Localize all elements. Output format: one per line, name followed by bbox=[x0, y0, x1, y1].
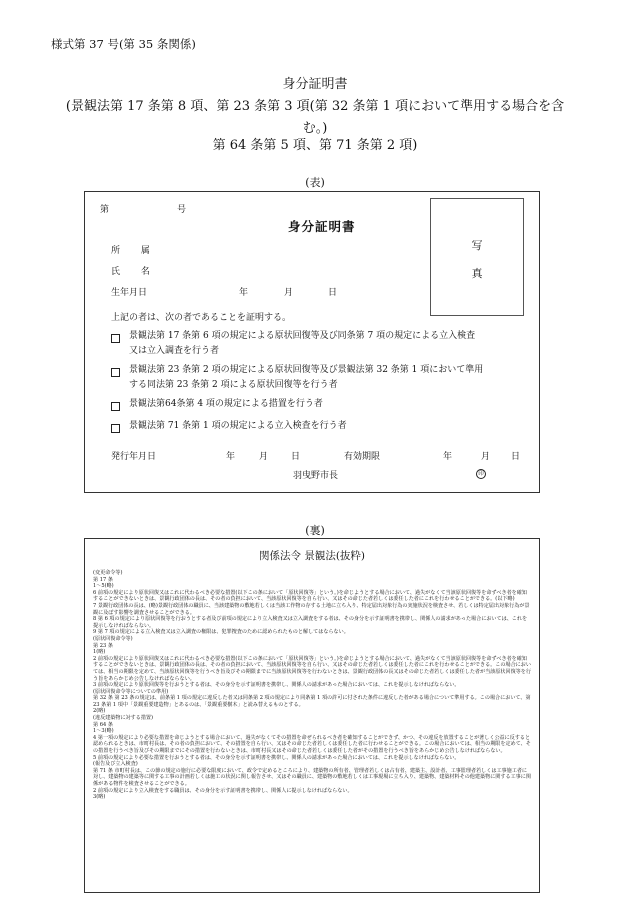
photo-box bbox=[430, 198, 524, 316]
checklist-item-3: 景観法第64条第 4 項の規定による措置を行う者 bbox=[129, 399, 323, 409]
law-line: 9 第 7 項の規定による立入検査又は立入調査の権限は、犯罪捜査のために認められたものと解してはならない。 bbox=[93, 629, 349, 636]
law-reference-line-3: 第 64 条第 5 項、第 71 条第 2 項) bbox=[212, 138, 418, 153]
valid-month-label: 月 bbox=[481, 452, 491, 462]
law-line: (原状回復命令等についての準用) bbox=[93, 688, 169, 695]
law-reference-line-2: む。) bbox=[302, 121, 328, 136]
issue-month-label: 月 bbox=[259, 452, 269, 462]
id-card-front bbox=[84, 191, 540, 493]
name-label: 氏 名 bbox=[111, 267, 159, 277]
birth-year-label: 年 bbox=[239, 288, 249, 298]
law-line: 8 第 6 項の規定により原状回復等を行おうとする者及び前項の規定により立入検査又は立入調査をする者は、その身分を示す証明書を携帯し、関係人の請求があった場合においては、これを提示しなければならない。 bbox=[93, 616, 528, 629]
seal-mark: 印 bbox=[476, 468, 486, 479]
checkbox-item-2[interactable] bbox=[111, 368, 120, 377]
checklist-item-2: 景観法第 23 条第 2 項の規定による原状回復等及び景観法第 32 条第 1 項において準用 する同法第 23 条第 2 項による原状回復等を行う者 bbox=[129, 365, 484, 390]
document-title: 身分証明書 bbox=[282, 77, 348, 92]
photo-char-1: 写 bbox=[471, 239, 483, 252]
valid-year-label: 年 bbox=[443, 452, 453, 462]
birth-day-label: 日 bbox=[328, 288, 338, 298]
law-line: 1(略) bbox=[93, 649, 106, 656]
law-line: 2(略) bbox=[93, 708, 106, 715]
law-line: (原状回復命令等) bbox=[93, 635, 133, 642]
number-label: 第 bbox=[100, 205, 110, 215]
issue-year-label: 年 bbox=[226, 452, 236, 462]
law-line: (変更命令等) bbox=[93, 570, 123, 576]
law-reference-line-1: (景観法第 17 条第 8 項、第 23 条第 3 項(第 32 条第 1 項において準用する場合を含 bbox=[65, 99, 565, 114]
law-line: 3 前項の規定により原状回復等を行おうとする者は、その身分を示す証明書を携帯し、関係人の請求があった場合においては、これを提示しなければならない。 bbox=[93, 682, 460, 689]
birth-date-label: 生年月日 bbox=[111, 288, 148, 298]
issue-date-label: 発行年月日 bbox=[111, 452, 157, 462]
law-excerpt bbox=[93, 570, 531, 801]
back-label: (裏) bbox=[305, 524, 325, 537]
checkbox-item-1[interactable] bbox=[111, 334, 120, 343]
law-line: 6 前項の規定により原状回復又はこれに代わるべき必要な措置(以下この条において「原状回復等」という。)を命じようとする場合において、過失がなくて当該原状回復等を命ずべき者を確知することができないときは、景観行政団体の長は、その者の負担において、当該原状回復等を自ら行い、又はその命じた者若しくは委任した者にこれを行わせることができる。(以下略) bbox=[93, 589, 527, 603]
law-line: 3(略) bbox=[93, 794, 106, 801]
card-title: 身分証明書 bbox=[288, 219, 356, 234]
law-line: 1～3(略) bbox=[93, 728, 114, 735]
form-number: 様式第 37 号(第 35 条関係) bbox=[51, 37, 196, 51]
checkbox-item-3[interactable] bbox=[111, 402, 120, 411]
issuer-label: 羽曳野市長 bbox=[293, 471, 339, 481]
affiliation-label: 所 属 bbox=[111, 246, 159, 256]
law-line: 5 前項の規定により必要な措置を行おうとする者は、その身分を示す証明書を携帯し、関係人の請求があった場合においては、これを提示しなければならない。 bbox=[93, 754, 460, 761]
law-line: (報告及び立入検査) bbox=[93, 761, 138, 768]
law-line: 4 第一項の規定により必要な措置を命じようとする場合において、過失がなくてその措置を命ぜられるべき者を確知することができず、かつ、その違反を放置することが著しく公益に反すると認められるときは、市町村長は、その者の負担において、その措置を自ら行い、又はその命じた者若しくは委任した者に行わせることができる。この場合においては、相当の期限を定めて、その措置を行うべき旨及びその期限までにその措置を行わないときは、市町村長又はその命じた者若しくは委任した者がその措置を行うべき旨をあらかじめ公告しなければならない。 bbox=[93, 734, 531, 755]
issue-day-label: 日 bbox=[291, 452, 301, 462]
birth-month-label: 月 bbox=[284, 288, 294, 298]
law-line: 第 64 条 bbox=[93, 721, 113, 728]
number-suffix: 号 bbox=[177, 205, 187, 215]
checklist-item-4: 景観法第 71 条第 1 項の規定による立入検査を行う者 bbox=[129, 421, 347, 431]
law-line: 1～5(略) bbox=[93, 583, 114, 590]
photo-char-2: 真 bbox=[471, 267, 483, 280]
back-title: 関係法令 景観法(抜粋) bbox=[258, 550, 366, 562]
law-line: 2 前項の規定により原状回復又はこれに代わるべき必要な措置(以下この条において「原状回復等」という。)を命じようとする場合において、過失がなくて当該原状回復等を命ずべき者を確知することができないときは、景観行政団体の長は、その者の負担において、当該原状回復等を自ら行い、又はその命じた者若しくは委任した者にこれを行わせることができる。この場合においては、相当の期限を定めて、当該原状回復等を行うべき旨及びその期限までに当該原状回復等を行わないときは、景観行政団体の長又はその命じた者若しくは委任した者が当該原状回復等を行う旨をあらかじめ公告しなければならない。 bbox=[93, 655, 531, 682]
law-line: 第 17 条 bbox=[93, 576, 113, 583]
law-line: 第 71 条 市町村長は、この節の規定の施行に必要な限度において、政令で定めるところにより、建築物の所有者、管理者若しくは占有者、建築主、設計者、工事監理者若しくは工事施工者に対し、建築物の建築等に関する工事の計画若しくは施工の状況に関し報告させ、又はその職員に、建築物の敷地若しくは工事現場に立ち入り、建築物、建築材料その他建築物に関する工事に関係がある物件を検査させることができる。 bbox=[93, 767, 531, 787]
valid-day-label: 日 bbox=[511, 452, 521, 462]
id-card-back bbox=[84, 538, 540, 893]
checkbox-item-4[interactable] bbox=[111, 424, 120, 433]
law-line: (違反建築物に対する措置) bbox=[93, 715, 154, 722]
certify-statement: 上記の者は、次の者であることを証明する。 bbox=[111, 313, 292, 323]
law-line: 7 景観行政団体の長は、(略)景観行政団体の職員に、当該建築物の敷地若しくは当該工作物の存する土地に立ち入り、特定届出対象行為の実施状況を検査させ、若しくは特定届出対象行為が景観に及ぼす影響を調査させることができる。 bbox=[93, 602, 530, 616]
checklist-item-1: 景観法第 17 条第 6 項の規定による原状回復等及び同条第 7 項の規定による立入検査 又は立入調査を行う者 bbox=[129, 331, 476, 356]
valid-until-label: 有効期限 bbox=[344, 452, 381, 462]
law-line: 2 前項の規定により立入検査をする職員は、その身分を示す証明書を携帯し、関係人に提示しなければならない。 bbox=[93, 787, 353, 794]
law-line: 第 23 条 bbox=[93, 642, 113, 649]
law-line: 第 32 条 第 23 条の規定は、前条第 1 項の規定に違反した者又は同条第 2 項の規定により同条第 1 項の許可に付された条件に違反した者がある場合について準用する。この場合において、第 23 条第 1 項中「景観重要建造物」とあるのは、「景観重要樹木」と読み替えるものとする。 bbox=[93, 695, 531, 708]
front-label: (表) bbox=[305, 176, 325, 189]
